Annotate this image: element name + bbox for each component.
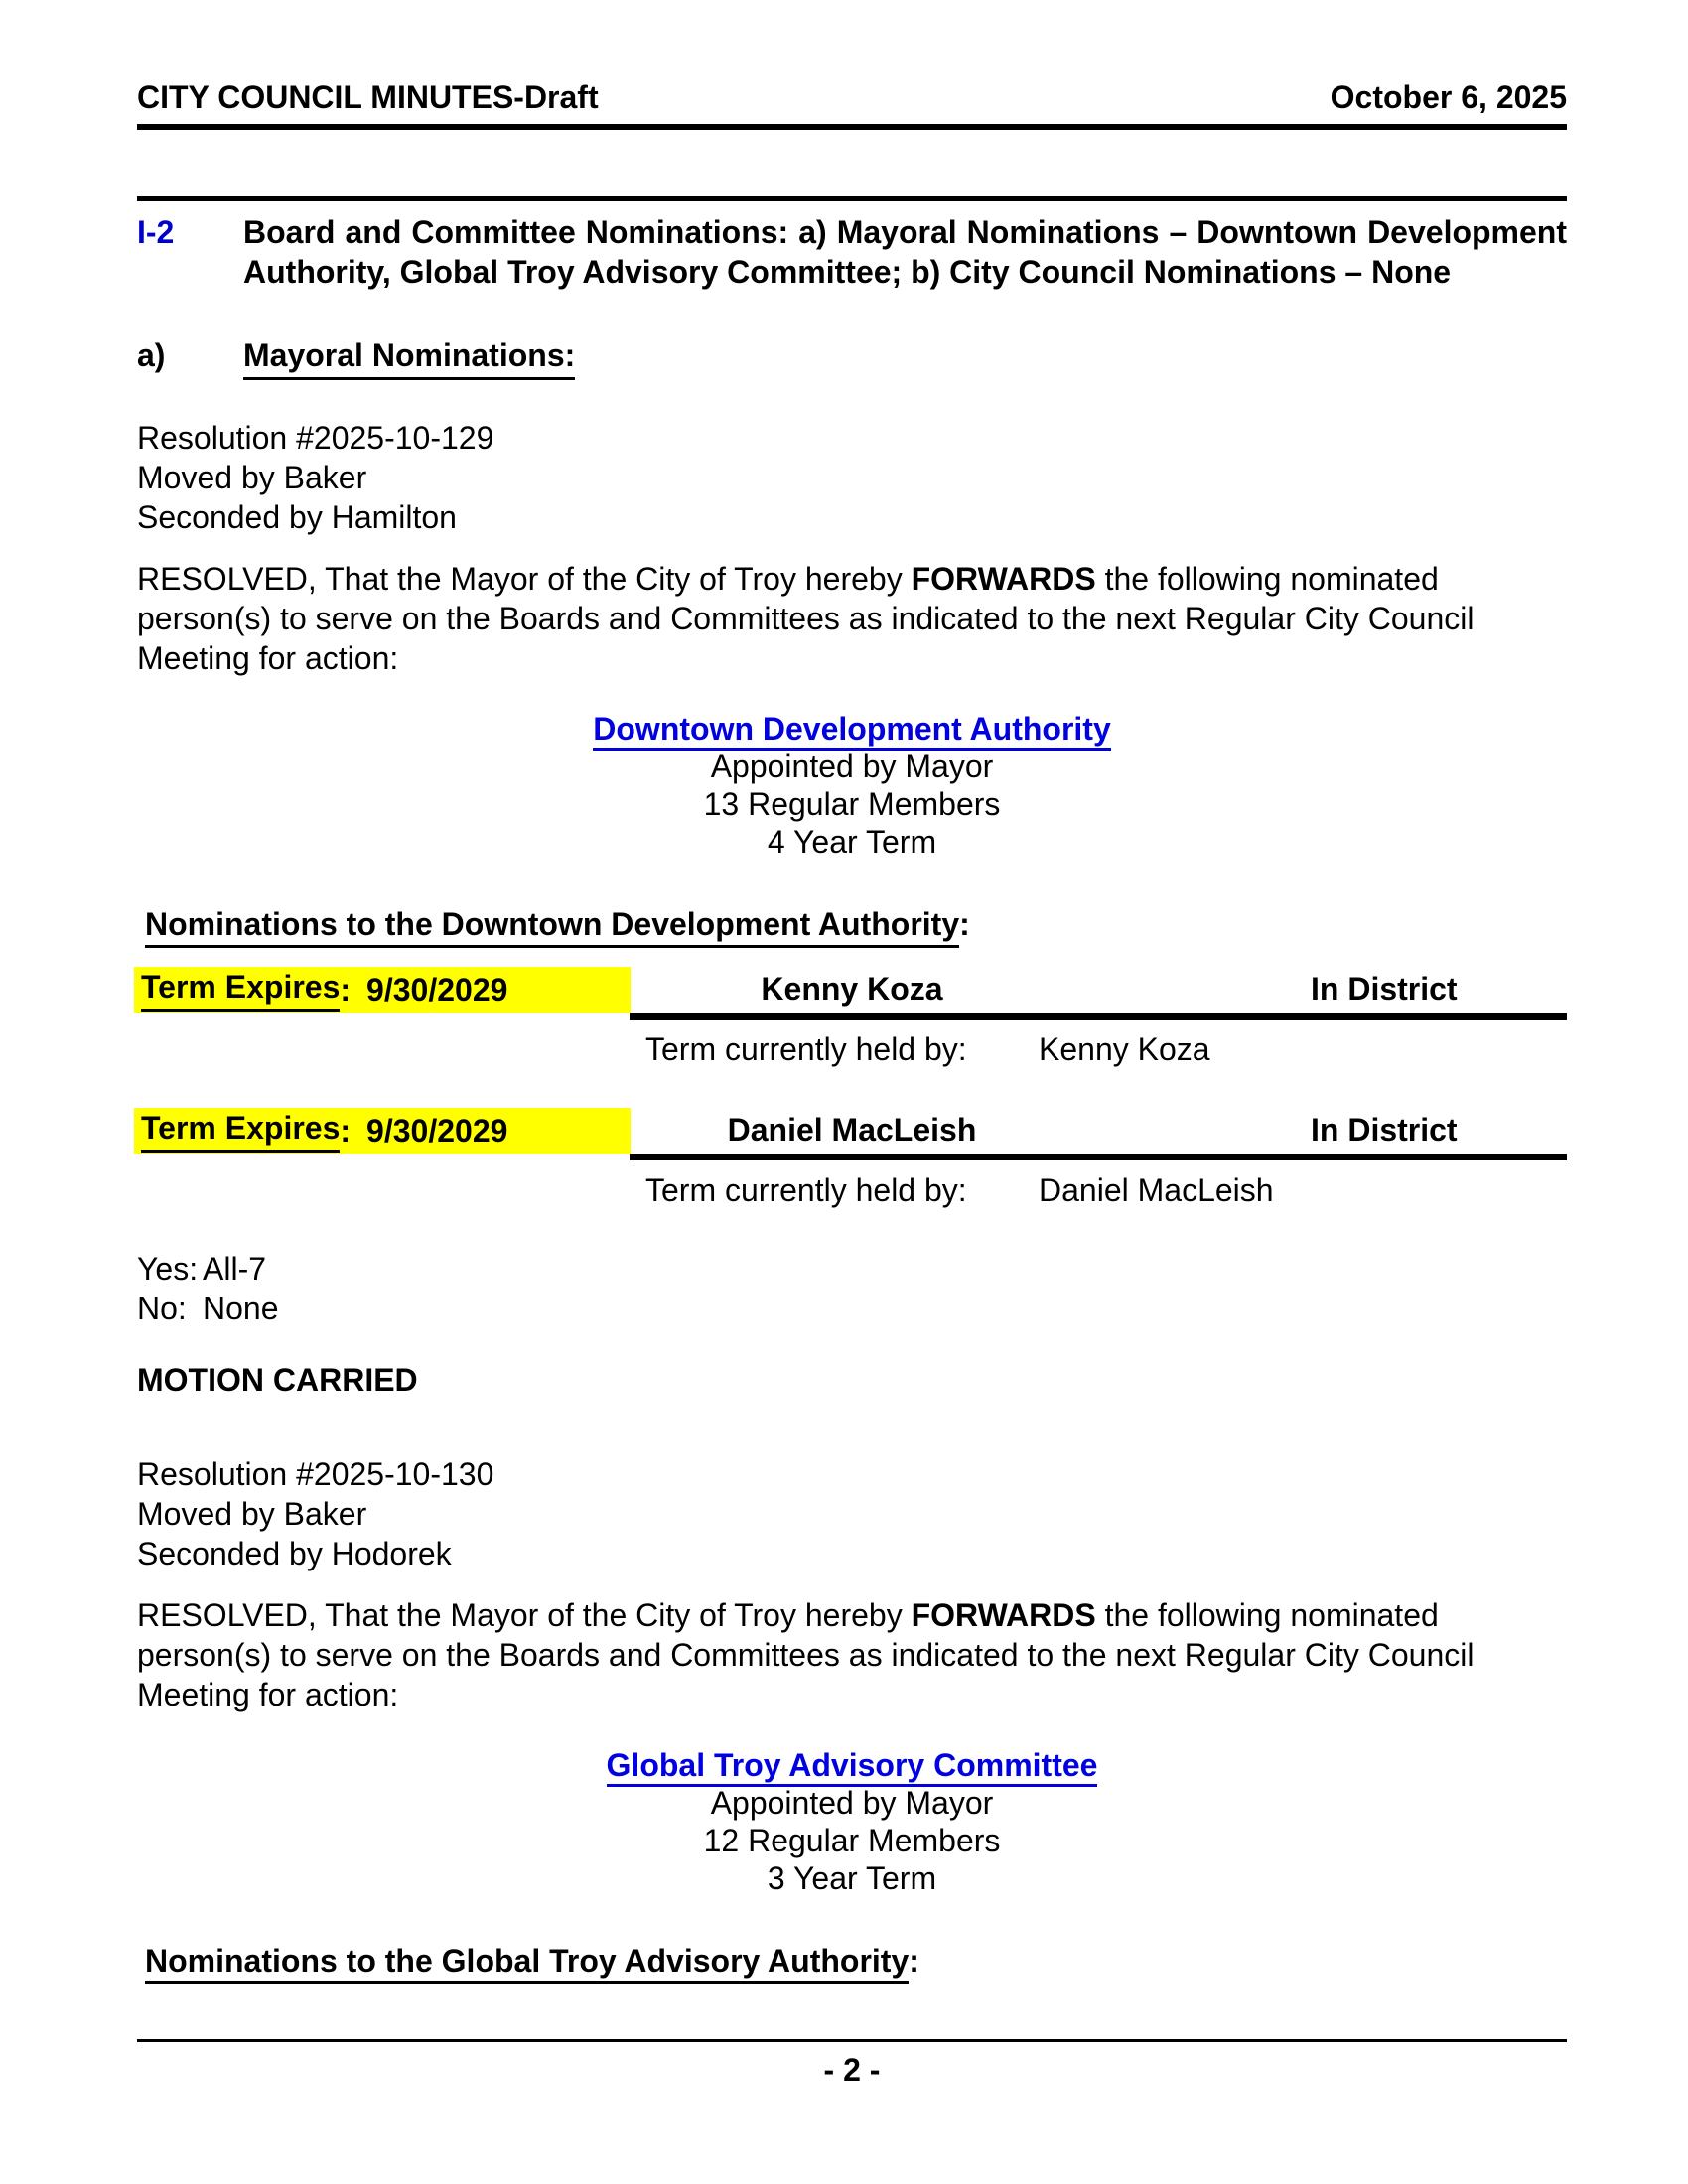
board-appointed-by: Appointed by Mayor	[710, 1785, 994, 1821]
term-expires-date: 9/30/2029	[366, 971, 508, 1008]
board-term: 4 Year Term	[767, 824, 937, 860]
nominee-name: Kenny Koza	[761, 971, 943, 1007]
vote-yes-value: All-7	[203, 1251, 267, 1287]
resolution-number: Resolution #2025-10-130	[137, 1456, 494, 1492]
agenda-item-title: Board and Committee Nominations: a) Mayoral Nominations – Downtown Development Authority, Global Troy Advisory Committee; b) City Council Nominations – None	[243, 214, 1567, 290]
moved-by: Moved by Baker	[137, 1496, 367, 1532]
resolved-forwards: FORWARDS	[911, 561, 1096, 597]
term-held-label: Term currently held by:	[645, 1172, 967, 1208]
vote-yes-label: Yes:	[137, 1251, 199, 1287]
subsection-heading	[137, 338, 1567, 380]
board-name-link[interactable]: Downtown Development Authority	[593, 711, 1110, 751]
resolved-forwards: FORWARDS	[911, 1597, 1096, 1633]
resolution-block	[137, 1454, 1567, 1573]
resolution-block	[137, 418, 1567, 537]
term-held-value: Kenny Koza	[1039, 1031, 1210, 1067]
board-info-block	[137, 710, 1567, 861]
board-term: 3 Year Term	[767, 1860, 937, 1896]
term-expires-colon: :	[340, 1112, 352, 1149]
resolved-paragraph	[137, 559, 1567, 678]
moved-by: Moved by Baker	[137, 460, 367, 495]
heading-colon: :	[959, 906, 970, 942]
term-expires-colon: :	[340, 971, 352, 1008]
board-appointed-by: Appointed by Mayor	[710, 749, 994, 784]
nominee-district: In District	[1311, 1112, 1458, 1148]
resolved-text-cont: the following nominated person(s) to serve on the Boards and Committees as indicated to the next Regular City Council Meeting for action:	[137, 1597, 1475, 1712]
board-members: 12 Regular Members	[703, 1823, 1001, 1858]
document-title: CITY COUNCIL MINUTES-Draft	[137, 79, 599, 115]
board-name-link[interactable]: Global Troy Advisory Committee	[607, 1747, 1098, 1787]
seconded-by: Seconded by Hamilton	[137, 499, 457, 535]
agenda-item-number: I-2	[137, 214, 175, 250]
document-header	[137, 79, 1567, 130]
nominee-district: In District	[1311, 971, 1458, 1007]
resolved-text-cont: the following nominated person(s) to serve on the Boards and Committees as indicated to the next Regular City Council Meeting for action:	[137, 561, 1475, 676]
nominee-row	[137, 967, 1567, 1020]
nominee-row	[137, 1108, 1567, 1160]
document-date: October 6, 2025	[1330, 79, 1567, 115]
vote-no-value: None	[203, 1291, 279, 1326]
subsection-title: Mayoral Nominations:	[243, 338, 575, 380]
board-members: 13 Regular Members	[703, 786, 1001, 822]
document-footer	[137, 2039, 1567, 2089]
subsection-letter: a)	[137, 338, 166, 373]
term-held-line	[137, 1172, 1567, 1209]
seconded-by: Seconded by Hodorek	[137, 1536, 452, 1571]
resolution-number: Resolution #2025-10-129	[137, 420, 494, 456]
vote-tally	[137, 1249, 1567, 1328]
agenda-item	[137, 212, 1567, 292]
nominations-heading: Nominations to the Global Troy Advisory Authority:	[137, 1943, 1567, 1979]
nominee-row-rule	[630, 1013, 1567, 1020]
resolved-text: RESOLVED, That the Mayor of the City of Troy hereby	[137, 561, 912, 597]
term-held-label: Term currently held by:	[645, 1031, 967, 1067]
term-held-value: Daniel MacLeish	[1039, 1172, 1274, 1208]
motion-outcome: MOTION CARRIED	[137, 1362, 418, 1398]
section-divider-rule	[137, 196, 1567, 201]
board-info-block	[137, 1746, 1567, 1897]
heading-colon: :	[909, 1943, 919, 1979]
resolved-paragraph	[137, 1595, 1567, 1714]
term-expires-label: Term Expires	[141, 969, 340, 1012]
nominee-name: Daniel MacLeish	[727, 1112, 977, 1148]
term-expires-label: Term Expires	[141, 1110, 340, 1153]
term-expires-date: 9/30/2029	[366, 1112, 508, 1149]
resolved-text: RESOLVED, That the Mayor of the City of Troy hereby	[137, 1597, 912, 1633]
nominee-row-rule	[630, 1154, 1567, 1160]
nominations-heading: Nominations to the Downtown Development Authority:	[137, 906, 1567, 943]
vote-no-label: No:	[137, 1291, 187, 1326]
page-number: - 2 -	[823, 2052, 881, 2088]
term-held-line	[137, 1031, 1567, 1068]
